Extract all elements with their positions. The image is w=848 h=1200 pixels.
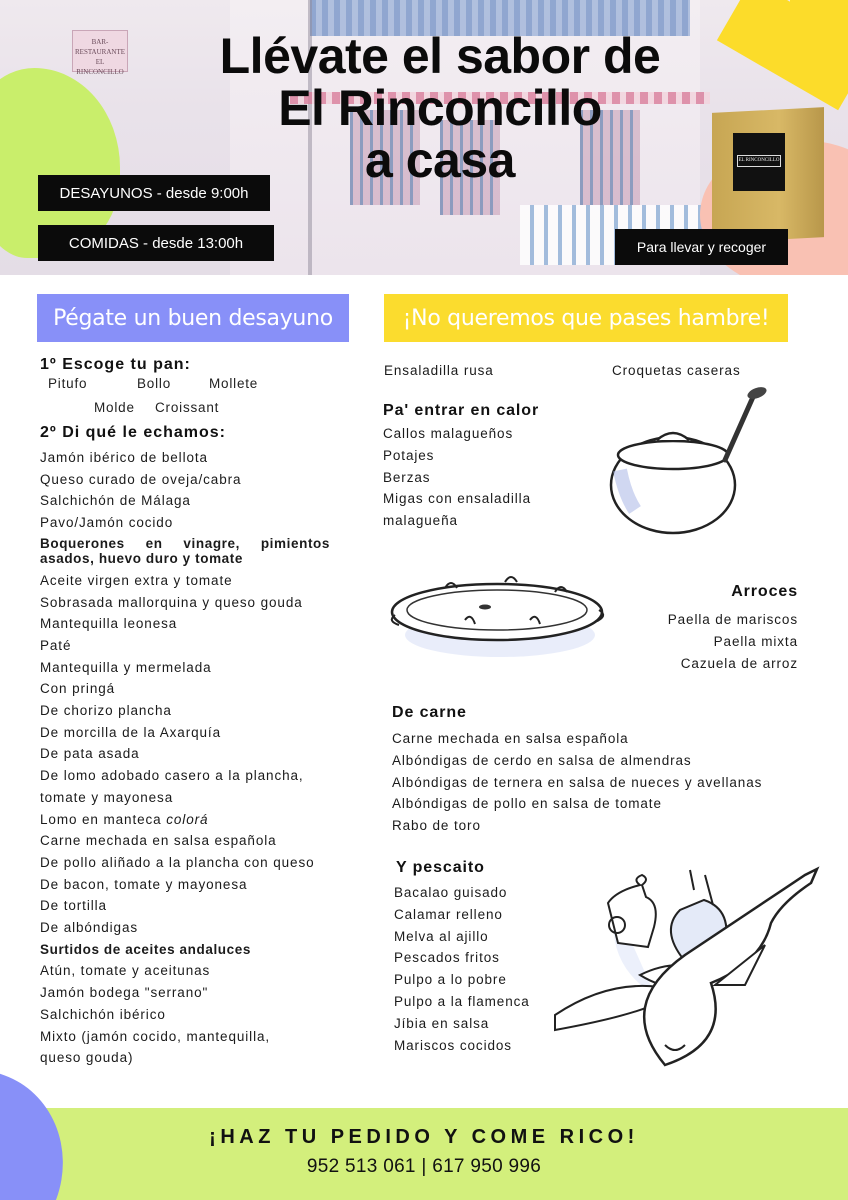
list-item: Albóndigas de ternera en salsa de nueces y avellanas (392, 774, 763, 790)
list-item: Bacalao guisado (394, 885, 508, 900)
bread-option: Pitufo (48, 376, 88, 391)
takeaway-badge: Para llevar y recoger (615, 229, 788, 265)
list-item: De lomo adobado casero a la plancha, (40, 768, 304, 784)
starter-item: Ensaladilla rusa (384, 363, 494, 378)
list-item: Jíbia en salsa (394, 1015, 490, 1031)
pescaito-title: Y pescaito (396, 859, 485, 876)
list-item: De pata asada (40, 746, 140, 762)
breakfast-hours-badge: DESAYUNOS - desde 9:00h (38, 175, 270, 211)
stew-pot-icon (605, 385, 775, 545)
list-item: Carne mechada en salsa española (392, 731, 629, 746)
list-item: Mixto (jamón cocido, mantequilla, (40, 1028, 271, 1044)
carne-title: De carne (392, 704, 467, 721)
bag-logo: EL RINCONCILLO (733, 133, 785, 191)
list-item-featured: Boquerones en vinagre, pimientos asados, huevo duro y tomate (40, 535, 330, 567)
list-item: Mantequilla leonesa (40, 616, 178, 632)
list-item: Atún, tomate y aceitunas (40, 963, 211, 979)
list-item: Albóndigas de cerdo en salsa de almendras (392, 752, 692, 768)
list-item: Jamón bodega "serrano" (40, 985, 209, 1001)
list-item: Mariscos cocidos (394, 1037, 512, 1053)
meals-section-header: ¡No queremos que pases hambre! (384, 294, 788, 342)
list-item: Paella de mariscos (667, 612, 798, 627)
breakfast-menu (40, 355, 340, 1069)
list-item: Melva al ajillo (394, 928, 489, 944)
list-item: Pavo/Jamón cocido (40, 515, 174, 531)
list-item: De pollo aliñado a la plancha con queso (40, 854, 315, 870)
phone-numbers[interactable]: 952 513 061 | 617 950 996 (306, 1156, 542, 1177)
list-item: Jamón ibérico de bellota (40, 450, 208, 465)
list-item: malagueña (383, 513, 458, 529)
order-cta: ¡HAZ TU PEDIDO Y COME RICO! (209, 1126, 639, 1148)
list-item: Paté (40, 637, 72, 653)
bread-option: Croissant (155, 400, 220, 415)
list-item: Pescados fritos (394, 950, 500, 966)
list-item: Cazuela de arroz (680, 655, 798, 671)
calor-title: Pa' entrar en calor (383, 402, 540, 419)
list-item: Pulpo a la flamenca (394, 993, 530, 1009)
list-item: Berzas (383, 469, 431, 485)
footer-banner (0, 1108, 848, 1200)
list-item: tomate y mayonesa (40, 789, 174, 805)
decorative-yellow-shape (790, 0, 848, 60)
restaurant-sign: BAR-RESTAURANTE EL RINCONCILLO (72, 30, 128, 72)
bread-option: Mollete (209, 376, 259, 391)
toppings-list (40, 447, 330, 1069)
breakfast-section-header: Pégate un buen desayuno (37, 294, 349, 342)
calor-list (383, 423, 531, 532)
list-item: Sobrasada mallorquina y queso gouda (40, 594, 303, 610)
carne-list (392, 728, 832, 837)
list-item: Mantequilla y mermelada (40, 659, 212, 675)
list-item: Pulpo a lo pobre (394, 972, 507, 988)
bread-options-row (94, 399, 340, 417)
pescaito-list (394, 882, 530, 1056)
list-item: De tortilla (40, 898, 107, 914)
hero-banner (0, 0, 848, 275)
list-item: De morcilla de la Axarquía (40, 724, 221, 740)
starter-item: Croquetas caseras (612, 363, 741, 378)
list-item: Queso curado de oveja/cabra (40, 471, 242, 487)
list-item: Paella mixta (713, 633, 798, 649)
list-item: Migas con ensaladilla (383, 491, 531, 507)
list-item: De albóndigas (40, 920, 139, 936)
hero-title: Llévate el sabor de El Rinconcillo a casa (219, 28, 661, 188)
arroces-title: Arroces (731, 583, 798, 600)
step1-title: 1º Escoge tu pan: (40, 356, 191, 373)
list-item: Callos malagueños (383, 426, 514, 441)
list-item: Salchichón de Málaga (40, 493, 191, 509)
step2-title: 2º Di qué le echamos: (40, 424, 227, 441)
list-item: Rabo de toro (392, 818, 481, 834)
fish-still-life-icon (545, 865, 825, 1080)
bread-option: Molde (94, 400, 135, 415)
bread-options-row (48, 375, 340, 393)
list-item: De bacon, tomate y mayonesa (40, 876, 248, 892)
list-item: Lomo en manteca colorá (40, 811, 209, 827)
paella-pan-icon (385, 570, 615, 670)
list-item: Aceite virgen extra y tomate (40, 572, 233, 588)
bread-option: Bollo (137, 376, 172, 391)
list-item: De chorizo plancha (40, 703, 172, 719)
list-subheading: Surtidos de aceites andaluces (40, 941, 251, 957)
lunch-hours-badge: COMIDAS - desde 13:00h (38, 225, 274, 261)
list-item: Calamar relleno (394, 906, 503, 922)
list-item: Albóndigas de pollo en salsa de tomate (392, 796, 662, 812)
list-item: Salchichón ibérico (40, 1006, 166, 1022)
list-item: queso gouda) (40, 1050, 134, 1066)
list-item: Carne mechada en salsa española (40, 833, 277, 849)
arroces-list (600, 609, 798, 674)
list-item: Con pringá (40, 681, 116, 697)
list-item: Potajes (383, 447, 435, 463)
